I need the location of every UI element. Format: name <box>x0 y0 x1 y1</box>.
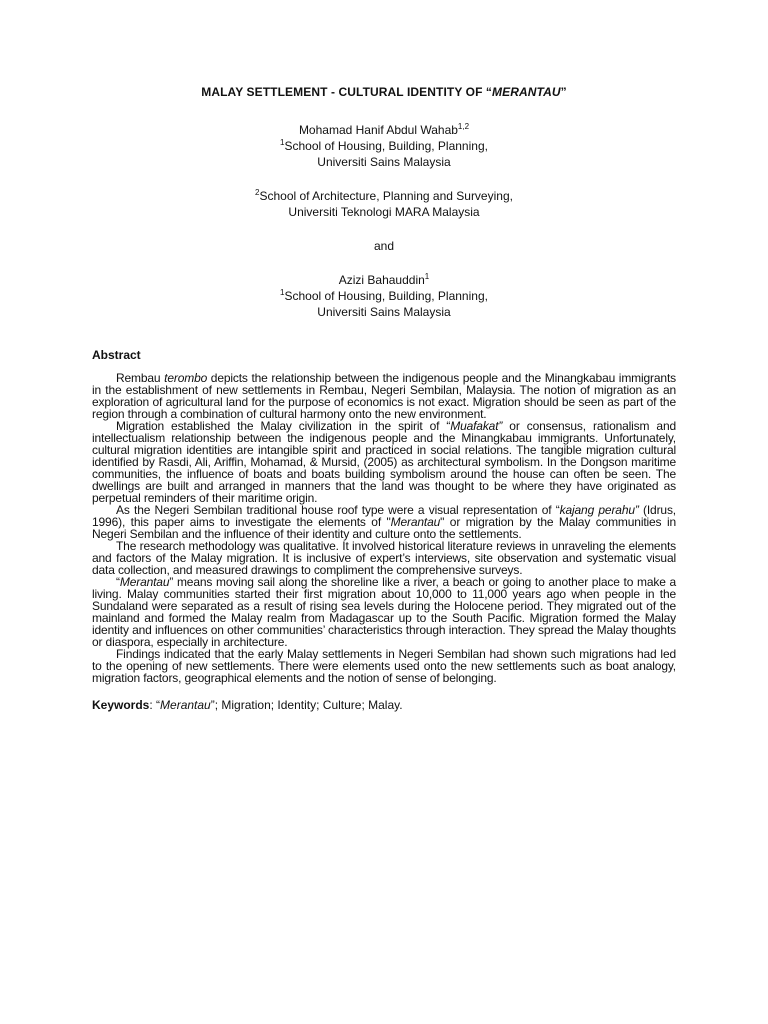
author-name: Azizi Bahauddin$^1$ <box>338 272 430 287</box>
keywords-label: Keywords <box>92 698 150 712</box>
and-separator: and <box>373 239 395 253</box>
title-italic: MERANTAU <box>492 85 561 99</box>
title-suffix: ” <box>560 85 567 99</box>
keywords-line: Keywords: “Merantau”; Migration; Identity; Culture; Malay. <box>92 698 403 712</box>
paper-title <box>92 84 676 100</box>
affiliation-line: $^2$School of Architecture, Planning and Surveying, <box>255 188 513 203</box>
abstract-paragraph-4: The research methodology was qualitative. It involved historical literature reviews in unraveling the elements and factors of the Malay migration. It is inclusive of expert’s interviews, site observation and systematic visual data collection, and measured drawings to compliment the comprehensive surveys. <box>92 539 676 577</box>
affiliation-line: $^1$School of Housing, Building, Planning, <box>280 288 488 303</box>
abstract-heading: Abstract <box>92 348 141 362</box>
abstract-paragraph-3: As the Negeri Sembilan traditional house roof type were a visual representation of “kajang perahu” (Idrus, 1996), this paper aims to investigate the elements of "Merantau" or migration by the Malay communities in Negeri Sembilan and the influence of their identity and culture onto the settlements. <box>92 503 676 541</box>
author-block-2 <box>92 272 676 320</box>
affiliation-line: Universiti Teknologi MARA Malaysia <box>288 205 480 219</box>
author-block-1 <box>92 122 676 220</box>
affiliation-line: Universiti Sains Malaysia <box>317 155 451 169</box>
affiliation-line: $^1$School of Housing, Building, Planning, <box>280 138 488 153</box>
abstract-paragraph-5: “Merantau” means moving sail along the shoreline like a river, a beach or going to another place to make a living. Malay communities started their first migration about 10,000 to 11,000 years ago when people in the Sundaland were separated as a result of rising sea levels during the Holocene period. They migrated out of the mainland and formed the Malay realm from Madagascar up to the South Pacific. Migration formed the Malay identity and influences on other communities’ characteristics through interaction. They spread the Malay thoughts or diaspora, especially in architecture. <box>92 575 676 649</box>
author-name: Mohamad Hanif Abdul Wahab$^{1,2}$ <box>298 122 470 137</box>
abstract-paragraph-2: Migration established the Malay civilization in the spirit of “Muafakat” or consensus, rationalism and intellectualism relationship between the indigenous people and the Minangkabau immigrants. Unfortunately, cultural migration identities are intangible spirit and practiced in social relations. The tangible migration cultural identified by Rasdi, Ali, Ariffin, Mohamad, & Mursid, (2005) as architectural symbolism. In the Dongson maritime communities, the influence of boats and boats building symbolism around the house can often be seen. The dwellings are built and arranged in manners that the land was thought to be where they have originated as perpetual reminders of their maritime origin. <box>92 419 676 505</box>
affiliation-line: Universiti Sains Malaysia <box>317 305 451 319</box>
author-superscript: 1,2 <box>457 122 470 131</box>
author-superscript: 1 <box>424 272 430 281</box>
title-text: MALAY SETTLEMENT - CULTURAL IDENTITY OF “ <box>201 85 493 99</box>
abstract-paragraph-1: Rembau terombo depicts the relationship between the indigenous people and the Minangkabau immigrants in the establishment of new settlements in Rembau, Negeri Sembilan, Malaysia. The notion of migration as an exploration of agricultural land for the purpose of economics is not exact. Migration should be seen as part of the region through a combination of cultural harmony onto the new environment. <box>92 371 676 421</box>
abstract-paragraph-6: Findings indicated that the early Malay settlements in Negeri Sembilan had shown such migrations had led to the opening of new settlements. There were elements used onto the new settlements such as boat analogy, migration factors, geographical elements and the notion of sense of belonging. <box>92 647 676 685</box>
